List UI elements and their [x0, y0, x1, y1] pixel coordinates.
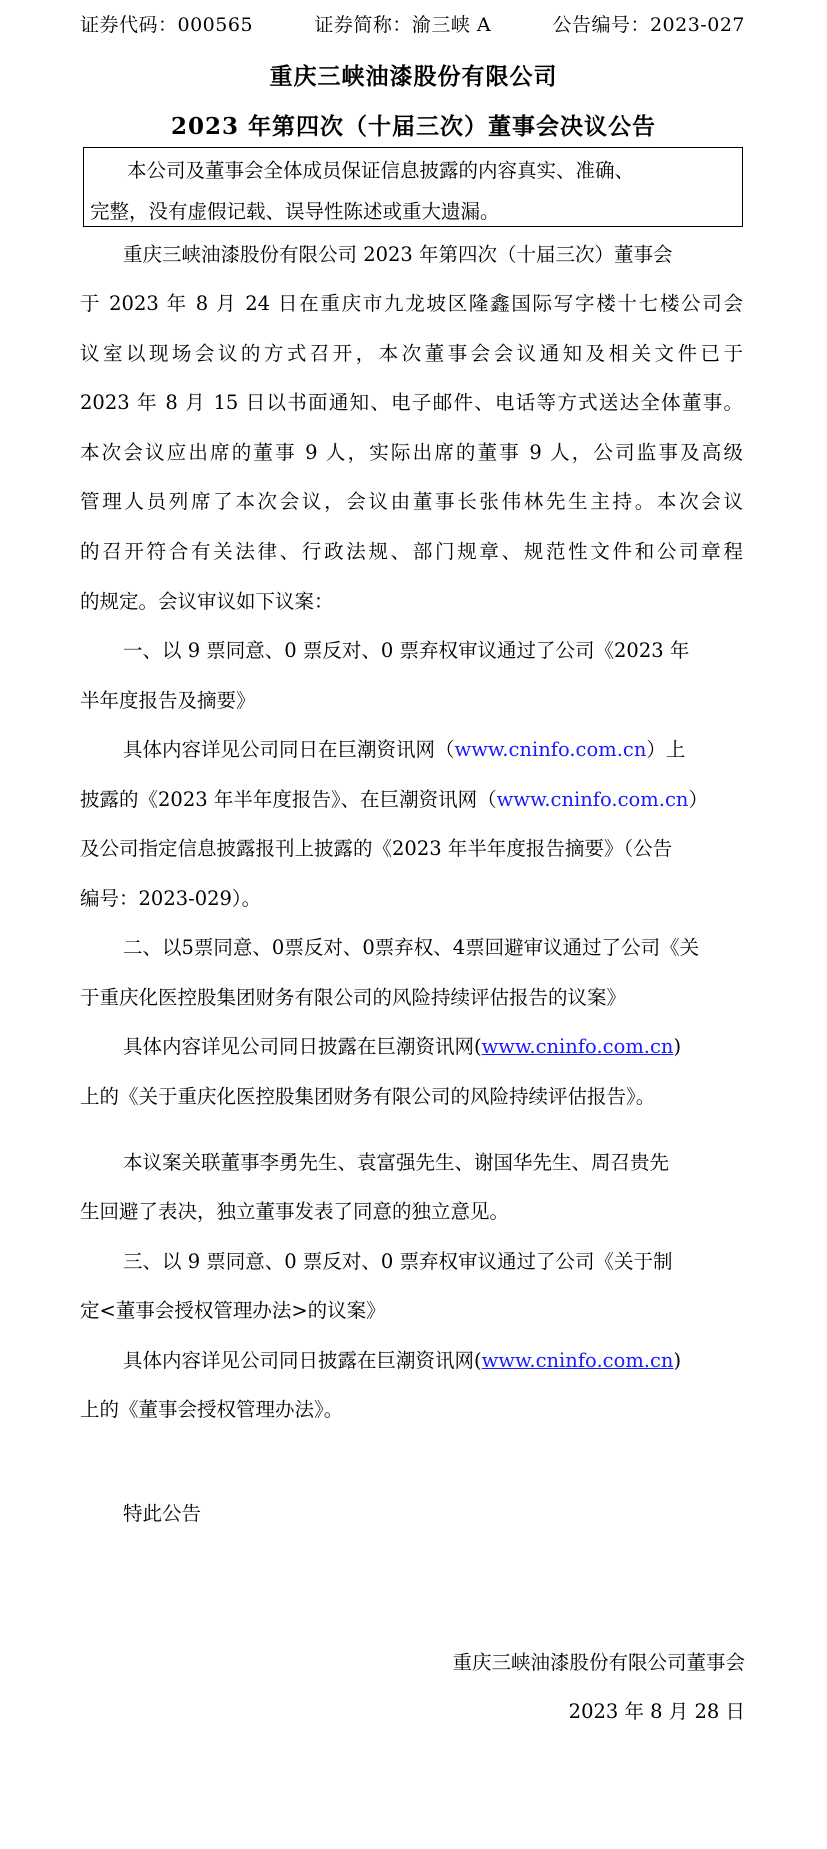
stock-name: 证券简称：渝三峡 A [314, 14, 492, 36]
document-header [80, 10, 745, 37]
item2-line-2: 于重庆化医控股集团财务有限公司的风险持续评估报告的议案》 [80, 986, 627, 1009]
intro-line-8: 的规定。会议审议如下议案： [80, 590, 334, 613]
item2-line-1: 二、以5票同意、0票反对、0票弃权、4票回避审议通过了公司《关 [123, 936, 700, 959]
item1-detail-line-1 [123, 737, 685, 763]
intro-line-5: 本次会议应出席的董事 9 人，实际出席的董事 9 人，公司监事及高级 [80, 441, 743, 464]
intro-line-4: 2023 年 8 月 15 日以书面通知、电子邮件、电话等方式送达全体董事。 [80, 391, 743, 414]
intro-line-3: 议室以现场会议的方式召开，本次董事会会议通知及相关文件已于 [80, 342, 743, 365]
item3-detail-line-2: 上的《董事会授权管理办法》。 [80, 1398, 344, 1421]
item2-detail-line-2: 上的《关于重庆化医控股集团财务有限公司的风险持续评估报告》。 [80, 1085, 656, 1108]
item3-detail-tail: ) [673, 1349, 682, 1372]
item1-detail-line-3: 及公司指定信息披露报刊上披露的《2023 年半年度报告摘要》（公告 [80, 837, 673, 860]
item3-detail-text: 具体内容详见公司同日披露在巨潮资讯网( [123, 1349, 482, 1372]
cninfo-link[interactable]: www.cninfo.com.cn [481, 1349, 674, 1372]
item2-detail-tail: ) [673, 1035, 682, 1058]
intro-line-2: 于 2023 年 8 月 24 日在重庆市九龙坡区隆鑫国际写字楼十七楼公司会 [80, 292, 743, 315]
item1-detail-tail-2: ） [688, 788, 708, 811]
stock-code: 证券代码：000565 [80, 14, 254, 36]
item1-detail-line-2 [80, 787, 708, 813]
item1-line-1: 一、以 9 票同意、0 票反对、0 票弃权审议通过了公司《2023 年 [123, 639, 690, 662]
item1-detail-text-2: 披露的《2023 年半年度报告》、在巨潮资讯网（ [80, 788, 497, 811]
cninfo-link[interactable]: www.cninfo.com.cn [454, 738, 647, 761]
disclaimer-line-2: 完整，没有虚假记载、误导性陈述或重大遗漏。 [90, 200, 500, 223]
item3-line-1: 三、以 9 票同意、0 票反对、0 票弃权审议通过了公司《关于制 [123, 1250, 673, 1273]
item2-related-line-1: 本议案关联董事李勇先生、袁富强先生、谢国华先生、周召贵先 [123, 1151, 670, 1174]
announcement-date: 2023 年 8 月 28 日 [568, 1700, 745, 1723]
cninfo-link[interactable]: www.cninfo.com.cn [481, 1035, 674, 1058]
item1-detail-line-4: 编号：2023-029）。 [80, 887, 262, 910]
announcement-title: 2023 年第四次（十届三次）董事会决议公告 [170, 113, 657, 140]
item3-line-2: 定<董事会授权管理办法>的议案》 [80, 1299, 386, 1322]
notice-number: 公告编号：2023-027 [552, 14, 745, 36]
item1-detail-tail: ）上 [646, 738, 686, 761]
company-title: 重庆三峡油漆股份有限公司 [269, 63, 558, 90]
cninfo-link[interactable]: www.cninfo.com.cn [496, 788, 689, 811]
item3-detail-line-1 [123, 1348, 681, 1374]
item1-line-2: 半年度报告及摘要》 [80, 689, 256, 712]
item2-detail-text: 具体内容详见公司同日披露在巨潮资讯网( [123, 1035, 482, 1058]
intro-line-1: 重庆三峡油漆股份有限公司 2023 年第四次（十届三次）董事会 [123, 243, 673, 266]
item2-detail-line-1 [123, 1034, 681, 1060]
disclaimer-line-1: 本公司及董事会全体成员保证信息披露的内容真实、准确、 [127, 159, 635, 182]
closing-statement: 特此公告 [123, 1502, 202, 1525]
intro-line-7: 的召开符合有关法律、行政法规、部门规章、规范性文件和公司章程 [80, 540, 743, 563]
item2-related-line-2: 生回避了表决，独立董事发表了同意的独立意见。 [80, 1200, 510, 1223]
item1-detail-text: 具体内容详见公司同日在巨潮资讯网（ [123, 738, 455, 761]
intro-line-6: 管理人员列席了本次会议，会议由董事长张伟林先生主持。本次会议 [80, 490, 743, 513]
signature: 重庆三峡油漆股份有限公司董事会 [452, 1651, 745, 1674]
